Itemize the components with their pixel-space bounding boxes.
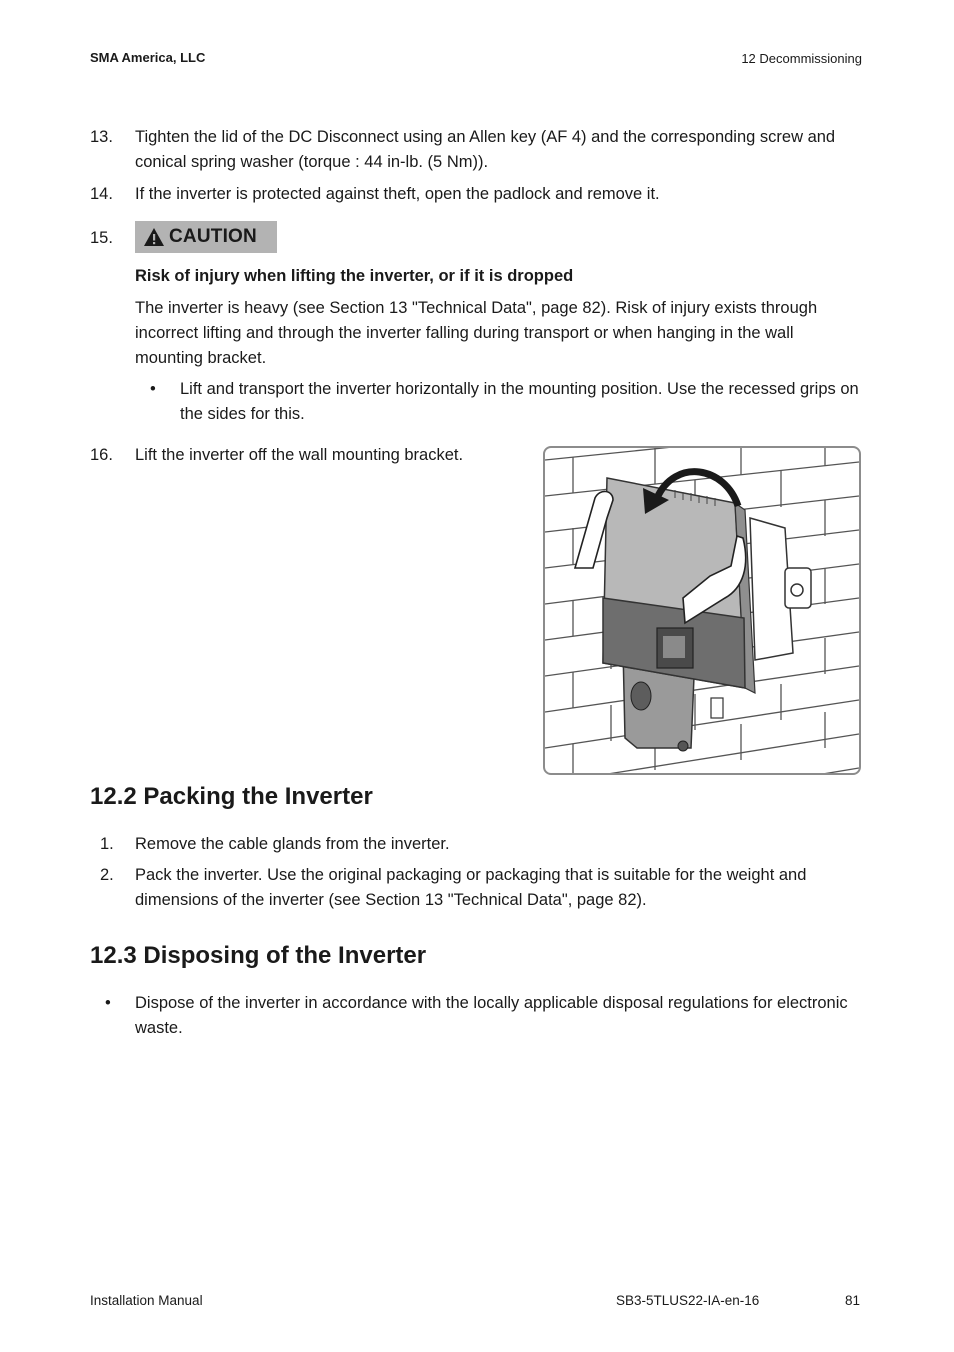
footer-manual-name: Installation Manual [90,1293,203,1308]
step-text: Lift the inverter off the wall mounting bracket. [135,446,464,464]
inverter-lift-illustration [543,446,861,775]
step-text: If the inverter is protected against theft, open the padlock and remove it. [135,185,660,203]
step-14 [90,182,870,207]
warning-triangle-icon [143,227,165,247]
footer-page-number: 81 [844,1293,860,1308]
disposing-bullet [105,991,860,1041]
step-number: 13. [90,128,113,146]
illustration-svg [545,448,859,773]
step-number: 15. [90,229,113,247]
step-text: Pack the inverter. Use the original packaging or packaging that is suitable for the weight and dimensions of the inverter (see Section 13 "Technical Data", page 82). [135,866,807,909]
step-text: Remove the cable glands from the inverter. [135,835,450,853]
bullet-dot: • [105,994,111,1012]
step-number: 14. [90,185,113,203]
bullet-text: Dispose of the inverter in accordance with the locally applicable disposal regulations for electronic waste. [135,994,848,1037]
packing-step-2 [90,863,870,913]
section-heading-packing: 12.2 Packing the Inverter [90,783,373,810]
step-16 [90,443,463,468]
footer-document-id: SB3-5TLUS22-IA-en-16 [616,1293,760,1308]
step-number: 16. [90,446,113,464]
caution-body: The inverter is heavy (see Section 13 "Technical Data", page 82). Risk of injury exists through incorrect lifting and through the inverter falling during transport or when hanging in the wall mounting bracket. [135,299,818,367]
caution-badge [135,221,277,253]
caution-title: Risk of injury when lifting the inverter, or if it is dropped [135,267,574,285]
bullet-dot: • [150,380,156,398]
packing-step-1 [90,832,870,857]
caution-bullet [150,377,860,427]
header-company: SMA America, LLC [90,50,206,65]
caution-label: CAUTION [169,226,257,247]
step-number: 1. [100,835,114,853]
step-number: 2. [100,866,114,884]
bullet-text: Lift and transport the inverter horizontally in the mounting position. Use the recessed grips on the sides for this. [180,380,859,423]
section-heading-disposing: 12.3 Disposing of the Inverter [90,942,427,969]
step-text: Tighten the lid of the DC Disconnect using an Allen key (AF 4) and the corresponding screw and conical spring washer (torque : 44 in-lb. (5 Nm)). [135,128,836,171]
step-13 [90,125,870,175]
header-chapter: 12 Decommissioning [741,51,862,66]
